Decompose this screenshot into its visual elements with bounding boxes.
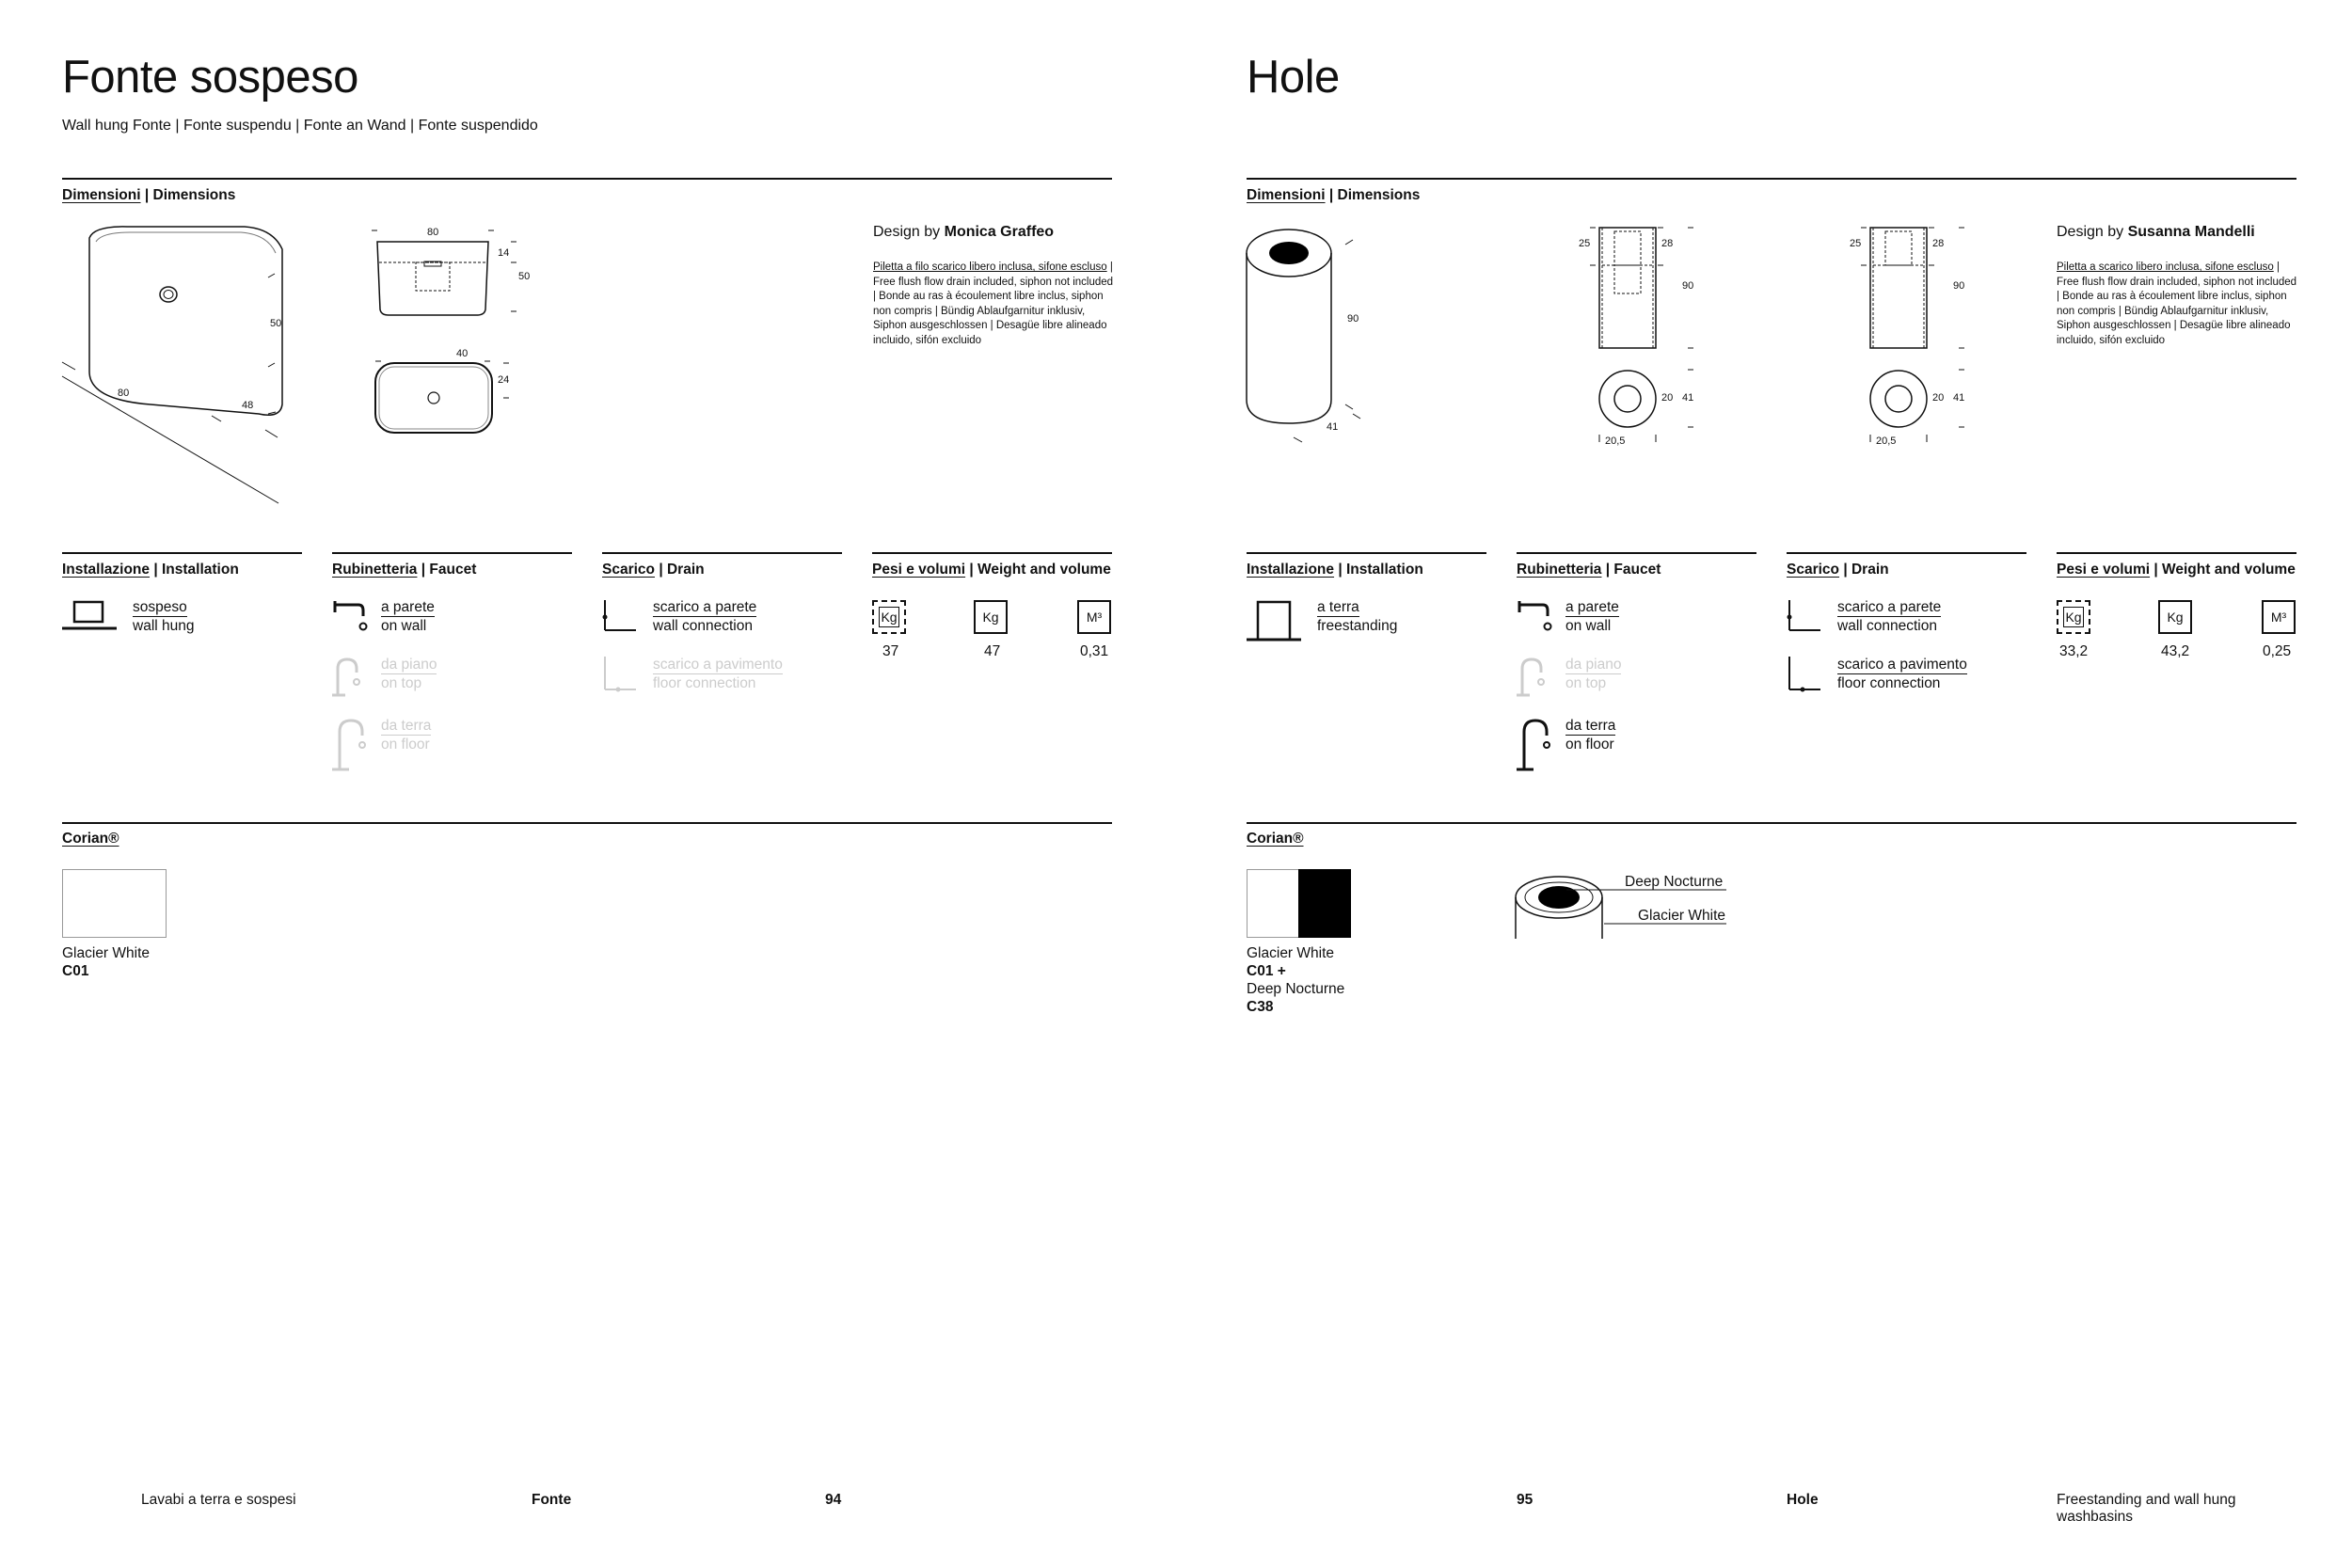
right-page-title: Hole — [1247, 52, 1340, 103]
left-page-title: Fonte sospeso — [62, 52, 358, 103]
hole-e1-inner: 20 — [1661, 392, 1674, 404]
left-faucet-option-floor: da terra on floor — [381, 718, 432, 752]
left-drain-option-wall: scarico a parete wall connection — [653, 599, 757, 634]
right-drain-option-wall: scarico a parete wall connection — [1837, 599, 1942, 634]
freestanding-icon — [1247, 599, 1303, 642]
fonte-iso-height: 50 — [270, 318, 282, 329]
callout-glacier-white: Glacier White — [1638, 908, 1726, 924]
left-drain-rule — [602, 552, 842, 554]
left-volume-value: 0,31 — [1080, 643, 1109, 659]
faucet-wall-icon-right — [1517, 599, 1558, 635]
volume-icon-right: M³ — [2262, 600, 2296, 634]
fonte-iso-width: 80 — [118, 388, 130, 399]
left-net-weight-value: 37 — [882, 643, 899, 659]
net-weight-icon-right: Kg — [2057, 600, 2090, 634]
left-drain-heading: Scarico | Drain — [602, 562, 705, 578]
footer-left-product: Fonte — [532, 1492, 572, 1508]
hole-e1-diameter: 41 — [1682, 392, 1694, 404]
footer-right-product: Hole — [1787, 1492, 1819, 1508]
left-drain-option-floor: scarico a pavimento floor connection — [653, 657, 783, 691]
left-faucet-option-top: da piano on top — [381, 657, 437, 691]
right-material-heading: Corian® — [1247, 831, 1304, 847]
right-installation-option: a terra freestanding — [1317, 599, 1398, 634]
hole-isometric-drawing — [1242, 221, 1374, 447]
drain-wall-icon — [602, 599, 640, 633]
faucet-wall-icon — [332, 599, 373, 635]
faucet-floor-icon-right — [1517, 717, 1558, 771]
right-installation-rule — [1247, 552, 1486, 554]
right-drain-note: Piletta a scarico libero inclusa, sifone escluso | Free flush flow drain included, siphon not included | Bonde au ras à écoulement libre inclus, siphon non compris | Bündig Ablaufgarnitur inklusiv, Siphon ausgeschlossen | Desagüe libre alineado incluido, sifón excluido — [2057, 261, 2297, 346]
left-design-credit: Design by Monica Graffeo — [873, 224, 1055, 240]
right-faucet-heading: Rubinetteria | Faucet — [1517, 562, 1661, 578]
callout-deep-nocturne: Deep Nocturne — [1625, 874, 1724, 890]
hole-iso-height: 90 — [1347, 313, 1359, 325]
left-swatch-label: Glacier White C01 — [62, 945, 151, 979]
hole-e1-base: 20,5 — [1605, 436, 1626, 447]
deep-nocturne-swatch — [1298, 869, 1351, 938]
fonte-front-elevation — [372, 230, 532, 325]
left-installation-heading: Installazione | Installation — [62, 562, 239, 578]
right-material-rule — [1247, 822, 2296, 824]
hole-e1-height: 90 — [1682, 280, 1694, 292]
hole-e2-inner: 20 — [1932, 392, 1945, 404]
left-installation-rule — [62, 552, 302, 554]
wall-hung-icon — [62, 599, 119, 633]
left-installation-option: sospeso wall hung — [133, 599, 195, 634]
hole-e1-left: 25 — [1579, 238, 1591, 249]
drain-wall-icon-right — [1787, 599, 1824, 633]
right-gross-weight-value: 43,2 — [2161, 643, 2190, 659]
hole-elevation-2 — [1851, 224, 1993, 450]
left-gross-weight-value: 47 — [984, 643, 1001, 659]
left-faucet-rule — [332, 552, 572, 554]
right-weight-heading: Pesi e volumi | Weight and volume — [2057, 562, 2296, 578]
faucet-floor-icon — [332, 717, 373, 771]
hole-e2-right: 28 — [1932, 238, 1945, 249]
hole-e1-right: 28 — [1661, 238, 1674, 249]
right-volume-value: 0,25 — [2263, 643, 2292, 659]
right-dimensions-heading: Dimensioni | Dimensions — [1247, 187, 1421, 203]
right-drain-heading: Scarico | Drain — [1787, 562, 1889, 578]
footer-left-section: Lavabi a terra e sospesi — [141, 1492, 296, 1508]
hole-e2-left: 25 — [1850, 238, 1862, 249]
right-faucet-rule — [1517, 552, 1756, 554]
right-swatch-label: Glacier White C01 + Deep Nocturne C38 — [1247, 945, 1345, 1015]
left-drain-note: Piletta a filo scarico libero inclusa, sifone escluso | Free flush flow drain included, siphon not included | Bonde au ras à écoulement libre inclus, siphon non compris | Bündig Ablaufgarnitur inklusiv, Siphon ausgeschlossen | Desagüe libre alineado incluido, sifón excluido — [873, 261, 1114, 346]
fonte-isometric-drawing — [56, 221, 358, 503]
right-drain-rule — [1787, 552, 2026, 554]
left-material-rule — [62, 822, 1112, 824]
right-faucet-option-top: da piano on top — [1565, 657, 1622, 691]
fonte-front-height: 50 — [518, 271, 531, 282]
right-drain-option-floor: scarico a pavimento floor connection — [1837, 657, 1967, 691]
footer-left-page-number: 94 — [825, 1492, 842, 1508]
left-faucet-heading: Rubinetteria | Faucet — [332, 562, 477, 578]
left-dimensions-heading: Dimensioni | Dimensions — [62, 187, 236, 203]
volume-icon: M³ — [1077, 600, 1111, 634]
right-installation-heading: Installazione | Installation — [1247, 562, 1423, 578]
fonte-front-top: 14 — [498, 247, 510, 259]
glacier-white-swatch-right — [1247, 869, 1298, 938]
fonte-plan-width: 40 — [456, 348, 469, 359]
left-dimensions-rule — [62, 178, 1112, 180]
faucet-top-icon-right — [1517, 656, 1558, 697]
right-faucet-option-wall: a parete on wall — [1565, 599, 1619, 634]
hole-elevation-1 — [1581, 224, 1722, 450]
left-material-heading: Corian® — [62, 831, 119, 847]
right-faucet-option-floor: da terra on floor — [1565, 718, 1616, 752]
right-dimensions-rule — [1247, 178, 2296, 180]
fonte-iso-depth: 48 — [242, 400, 254, 411]
left-faucet-option-wall: a parete on wall — [381, 599, 435, 634]
fonte-front-width: 80 — [427, 227, 439, 238]
glacier-white-swatch — [62, 869, 167, 938]
faucet-top-icon — [332, 656, 373, 697]
left-weight-heading: Pesi e volumi | Weight and volume — [872, 562, 1111, 578]
fonte-plan-depth: 24 — [498, 374, 510, 386]
hole-e2-base: 20,5 — [1876, 436, 1897, 447]
left-weight-rule — [872, 552, 1112, 554]
right-weight-rule — [2057, 552, 2296, 554]
hole-e2-height: 90 — [1953, 280, 1965, 292]
drain-floor-icon — [602, 656, 640, 693]
left-page-subtitle: Wall hung Fonte | Fonte suspendu | Fonte an Wand | Fonte suspendido — [62, 118, 538, 134]
drain-floor-icon-right — [1787, 656, 1824, 693]
gross-weight-icon: Kg — [974, 600, 1008, 634]
right-net-weight-value: 33,2 — [2059, 643, 2089, 659]
right-design-credit: Design by Susanna Mandelli — [2057, 224, 2255, 240]
hole-iso-depth: 41 — [1327, 421, 1339, 433]
net-weight-icon: Kg — [872, 600, 906, 634]
footer-right-section: Freestanding and wall hung washbasins — [2057, 1492, 2236, 1525]
gross-weight-icon-right: Kg — [2158, 600, 2192, 634]
footer-right-page-number: 95 — [1517, 1492, 1534, 1508]
hole-e2-diameter: 41 — [1953, 392, 1965, 404]
fonte-plan-view — [372, 357, 532, 442]
